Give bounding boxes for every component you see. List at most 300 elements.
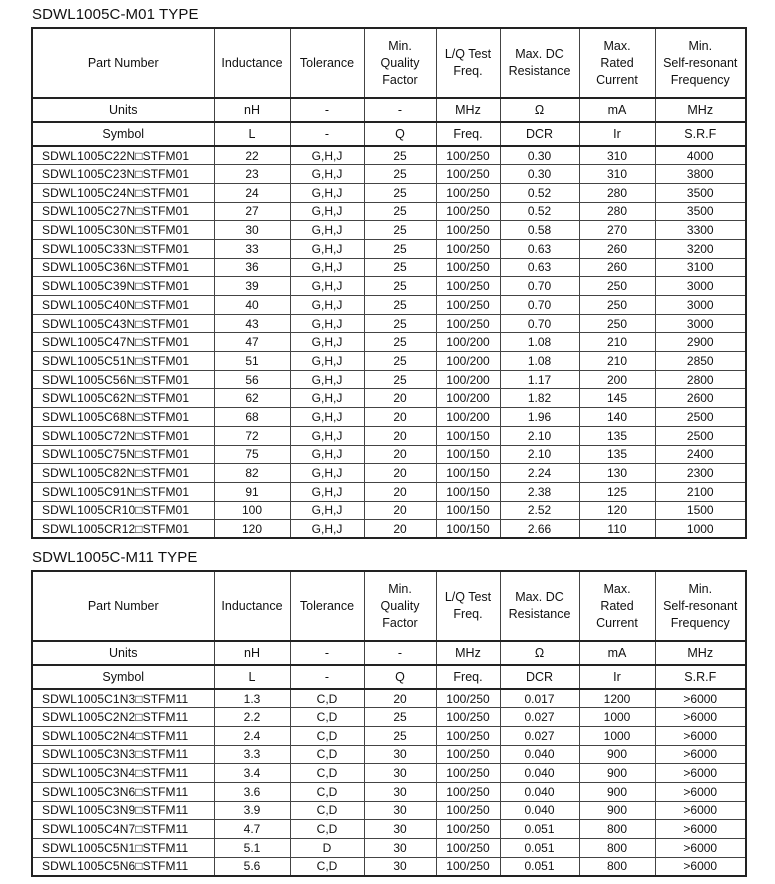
table-row [32,745,746,764]
inductance-cell: 3.6 [214,782,290,801]
inductance-cell: 36 [214,258,290,277]
dcr-cell: 0.63 [500,239,579,258]
tolerance-cell: C,D [290,708,364,727]
header-tolerance: Tolerance [290,28,364,98]
inductance-cell: 120 [214,520,290,539]
rated-current-cell: 140 [579,408,655,427]
unit-cell: Ω [500,98,579,122]
rated-current-cell: 270 [579,221,655,240]
srf-cell: 2500 [655,426,746,445]
symbol-cell: Ir [579,665,655,689]
dcr-cell: 2.10 [500,445,579,464]
part-number-cell: SDWL1005C82N□STFM01 [32,464,214,483]
part-number-cell: SDWL1005C51N□STFM01 [32,352,214,371]
header-self-resonant-freq: Min. Self-resonant Frequency [655,571,746,641]
test-freq-cell: 100/250 [436,258,500,277]
srf-cell: 3000 [655,314,746,333]
test-freq-cell: 100/250 [436,782,500,801]
tolerance-cell: G,H,J [290,146,364,165]
table-row [32,520,746,539]
quality-factor-cell: 20 [364,501,436,520]
tolerance-cell: G,H,J [290,183,364,202]
srf-cell: 1500 [655,501,746,520]
symbol-cell: DCR [500,122,579,146]
table-row [32,146,746,165]
symbol-cell: L [214,665,290,689]
header-row [32,571,746,641]
tolerance-cell: G,H,J [290,464,364,483]
table-row [32,333,746,352]
unit-cell: Ω [500,641,579,665]
part-number-cell: SDWL1005CR10□STFM01 [32,501,214,520]
inductance-cell: 5.6 [214,857,290,876]
quality-factor-cell: 25 [364,239,436,258]
inductance-cell: 62 [214,389,290,408]
quality-factor-cell: 20 [364,464,436,483]
rated-current-cell: 1000 [579,726,655,745]
symbol-cell: Ir [579,122,655,146]
dcr-cell: 0.30 [500,146,579,165]
tolerance-cell: D [290,839,364,858]
inductance-cell: 5.1 [214,839,290,858]
table-row [32,352,746,371]
test-freq-cell: 100/250 [436,801,500,820]
table-row [32,464,746,483]
units-label: Units [32,641,214,665]
dcr-cell: 2.38 [500,482,579,501]
table-row [32,820,746,839]
dcr-cell: 0.30 [500,165,579,184]
inductance-cell: 47 [214,333,290,352]
table-row [32,258,746,277]
spec-table-m01 [31,27,747,539]
symbol-cell: S.R.F [655,665,746,689]
part-number-cell: SDWL1005C2N4□STFM11 [32,726,214,745]
test-freq-cell: 100/150 [436,426,500,445]
srf-cell: 2400 [655,445,746,464]
srf-cell: 1000 [655,520,746,539]
dcr-cell: 0.051 [500,857,579,876]
test-freq-cell: 100/250 [436,239,500,258]
table-row [32,426,746,445]
rated-current-cell: 110 [579,520,655,539]
inductance-cell: 3.9 [214,801,290,820]
test-freq-cell: 100/250 [436,689,500,708]
inductance-cell: 23 [214,165,290,184]
srf-cell: >6000 [655,726,746,745]
dcr-cell: 0.58 [500,221,579,240]
quality-factor-cell: 25 [364,296,436,315]
srf-cell: >6000 [655,839,746,858]
srf-cell: 2500 [655,408,746,427]
rated-current-cell: 900 [579,764,655,783]
part-number-cell: SDWL1005C36N□STFM01 [32,258,214,277]
dcr-cell: 1.17 [500,370,579,389]
part-number-cell: SDWL1005CR12□STFM01 [32,520,214,539]
inductance-cell: 100 [214,501,290,520]
dcr-cell: 0.040 [500,801,579,820]
part-number-cell: SDWL1005C27N□STFM01 [32,202,214,221]
part-number-cell: SDWL1005C3N9□STFM11 [32,801,214,820]
tolerance-cell: C,D [290,820,364,839]
quality-factor-cell: 25 [364,352,436,371]
table-row [32,221,746,240]
symbol-cell: Q [364,665,436,689]
dcr-cell: 1.96 [500,408,579,427]
part-number-cell: SDWL1005C2N2□STFM11 [32,708,214,727]
rated-current-cell: 800 [579,857,655,876]
table-row [32,239,746,258]
inductance-cell: 82 [214,464,290,483]
rated-current-cell: 310 [579,165,655,184]
srf-cell: >6000 [655,689,746,708]
unit-cell: - [364,98,436,122]
table-row [32,389,746,408]
rated-current-cell: 280 [579,202,655,221]
srf-cell: 2850 [655,352,746,371]
inductance-cell: 30 [214,221,290,240]
srf-cell: 2100 [655,482,746,501]
unit-cell: - [290,98,364,122]
rated-current-cell: 260 [579,239,655,258]
unit-cell: mA [579,98,655,122]
tolerance-cell: G,H,J [290,352,364,371]
unit-cell: - [364,641,436,665]
rated-current-cell: 250 [579,296,655,315]
srf-cell: 3300 [655,221,746,240]
table-row [32,839,746,858]
quality-factor-cell: 25 [364,333,436,352]
tolerance-cell: G,H,J [290,482,364,501]
quality-factor-cell: 25 [364,146,436,165]
test-freq-cell: 100/200 [436,333,500,352]
rated-current-cell: 900 [579,745,655,764]
table-title-m01: SDWL1005C-M01 TYPE [32,6,199,23]
test-freq-cell: 100/200 [436,389,500,408]
quality-factor-cell: 30 [364,857,436,876]
header-inductance: Inductance [214,571,290,641]
unit-cell: nH [214,98,290,122]
rated-current-cell: 800 [579,839,655,858]
inductance-cell: 2.4 [214,726,290,745]
units-row [32,98,746,122]
inductance-cell: 33 [214,239,290,258]
test-freq-cell: 100/250 [436,183,500,202]
header-inductance: Inductance [214,28,290,98]
tolerance-cell: G,H,J [290,426,364,445]
tolerance-cell: G,H,J [290,202,364,221]
srf-cell: >6000 [655,764,746,783]
dcr-cell: 0.040 [500,764,579,783]
inductance-cell: 27 [214,202,290,221]
symbol-cell: Freq. [436,122,500,146]
srf-cell: 3000 [655,277,746,296]
test-freq-cell: 100/150 [436,520,500,539]
quality-factor-cell: 30 [364,764,436,783]
quality-factor-cell: 25 [364,726,436,745]
test-freq-cell: 100/250 [436,708,500,727]
dcr-cell: 0.70 [500,314,579,333]
quality-factor-cell: 25 [364,183,436,202]
rated-current-cell: 125 [579,482,655,501]
table-row [32,314,746,333]
tolerance-cell: G,H,J [290,408,364,427]
table-row [32,408,746,427]
quality-factor-cell: 30 [364,745,436,764]
header-quality-factor: Min. Quality Factor [364,28,436,98]
rated-current-cell: 130 [579,464,655,483]
unit-cell: nH [214,641,290,665]
units-row [32,641,746,665]
part-number-cell: SDWL1005C33N□STFM01 [32,239,214,258]
header-self-resonant-freq: Min. Self-resonant Frequency [655,28,746,98]
table-row [32,183,746,202]
srf-cell: >6000 [655,820,746,839]
test-freq-cell: 100/250 [436,221,500,240]
dcr-cell: 0.040 [500,745,579,764]
tolerance-cell: G,H,J [290,239,364,258]
inductance-cell: 56 [214,370,290,389]
test-freq-cell: 100/150 [436,445,500,464]
part-number-cell: SDWL1005C43N□STFM01 [32,314,214,333]
part-number-cell: SDWL1005C3N6□STFM11 [32,782,214,801]
inductance-cell: 91 [214,482,290,501]
header-part-number: Part Number [32,571,214,641]
rated-current-cell: 1200 [579,689,655,708]
test-freq-cell: 100/150 [436,501,500,520]
dcr-cell: 2.52 [500,501,579,520]
part-number-cell: SDWL1005C91N□STFM01 [32,482,214,501]
dcr-cell: 0.70 [500,296,579,315]
dcr-cell: 0.051 [500,839,579,858]
tolerance-cell: G,H,J [290,370,364,389]
inductance-cell: 3.3 [214,745,290,764]
rated-current-cell: 145 [579,389,655,408]
part-number-cell: SDWL1005C56N□STFM01 [32,370,214,389]
test-freq-cell: 100/250 [436,745,500,764]
rated-current-cell: 250 [579,277,655,296]
test-freq-cell: 100/250 [436,820,500,839]
units-label: Units [32,98,214,122]
symbol-cell: Q [364,122,436,146]
unit-cell: MHz [655,641,746,665]
srf-cell: >6000 [655,708,746,727]
symbol-label: Symbol [32,665,214,689]
rated-current-cell: 210 [579,352,655,371]
part-number-cell: SDWL1005C75N□STFM01 [32,445,214,464]
inductance-cell: 68 [214,408,290,427]
test-freq-cell: 100/150 [436,482,500,501]
header-tolerance: Tolerance [290,571,364,641]
part-number-cell: SDWL1005C72N□STFM01 [32,426,214,445]
quality-factor-cell: 25 [364,165,436,184]
part-number-cell: SDWL1005C47N□STFM01 [32,333,214,352]
quality-factor-cell: 30 [364,839,436,858]
rated-current-cell: 260 [579,258,655,277]
dcr-cell: 1.08 [500,352,579,371]
table-row [32,202,746,221]
dcr-cell: 2.10 [500,426,579,445]
tolerance-cell: G,H,J [290,314,364,333]
header-dc-resistance: Max. DC Resistance [500,571,579,641]
test-freq-cell: 100/250 [436,277,500,296]
test-freq-cell: 100/250 [436,202,500,221]
dcr-cell: 1.82 [500,389,579,408]
srf-cell: >6000 [655,782,746,801]
quality-factor-cell: 20 [364,520,436,539]
srf-cell: 2900 [655,333,746,352]
part-number-cell: SDWL1005C62N□STFM01 [32,389,214,408]
test-freq-cell: 100/250 [436,165,500,184]
dcr-cell: 0.63 [500,258,579,277]
inductance-cell: 24 [214,183,290,202]
srf-cell: >6000 [655,801,746,820]
inductance-cell: 22 [214,146,290,165]
header-rated-current: Max. Rated Current [579,571,655,641]
table-row [32,708,746,727]
part-number-cell: SDWL1005C3N4□STFM11 [32,764,214,783]
inductance-cell: 4.7 [214,820,290,839]
inductance-cell: 72 [214,426,290,445]
inductance-cell: 51 [214,352,290,371]
dcr-cell: 0.051 [500,820,579,839]
symbol-cell: S.R.F [655,122,746,146]
rated-current-cell: 250 [579,314,655,333]
symbol-row [32,122,746,146]
tolerance-cell: C,D [290,801,364,820]
tolerance-cell: G,H,J [290,258,364,277]
header-quality-factor: Min. Quality Factor [364,571,436,641]
part-number-cell: SDWL1005C30N□STFM01 [32,221,214,240]
header-part-number: Part Number [32,28,214,98]
part-number-cell: SDWL1005C40N□STFM01 [32,296,214,315]
rated-current-cell: 1000 [579,708,655,727]
tolerance-cell: C,D [290,726,364,745]
table-title-m11: SDWL1005C-M11 TYPE [32,549,198,566]
rated-current-cell: 120 [579,501,655,520]
rated-current-cell: 200 [579,370,655,389]
srf-cell: >6000 [655,745,746,764]
table-row [32,689,746,708]
header-test-freq: L/Q Test Freq. [436,28,500,98]
unit-cell: mA [579,641,655,665]
spec-table-m11 [31,570,747,877]
rated-current-cell: 800 [579,820,655,839]
rated-current-cell: 900 [579,782,655,801]
dcr-cell: 0.52 [500,183,579,202]
table-row [32,782,746,801]
dcr-cell: 2.66 [500,520,579,539]
test-freq-cell: 100/250 [436,726,500,745]
inductance-cell: 75 [214,445,290,464]
quality-factor-cell: 20 [364,482,436,501]
dcr-cell: 0.70 [500,277,579,296]
tolerance-cell: G,H,J [290,165,364,184]
rated-current-cell: 280 [579,183,655,202]
part-number-cell: SDWL1005C23N□STFM01 [32,165,214,184]
quality-factor-cell: 25 [364,258,436,277]
table-row [32,857,746,876]
dcr-cell: 2.24 [500,464,579,483]
header-rated-current: Max. Rated Current [579,28,655,98]
table-row [32,801,746,820]
test-freq-cell: 100/200 [436,408,500,427]
inductance-cell: 40 [214,296,290,315]
tolerance-cell: G,H,J [290,221,364,240]
quality-factor-cell: 30 [364,801,436,820]
header-row [32,28,746,98]
symbol-cell: L [214,122,290,146]
rated-current-cell: 900 [579,801,655,820]
tolerance-cell: G,H,J [290,296,364,315]
inductance-cell: 43 [214,314,290,333]
symbol-row [32,665,746,689]
tolerance-cell: C,D [290,764,364,783]
part-number-cell: SDWL1005C39N□STFM01 [32,277,214,296]
quality-factor-cell: 25 [364,221,436,240]
dcr-cell: 0.040 [500,782,579,801]
part-number-cell: SDWL1005C4N7□STFM11 [32,820,214,839]
quality-factor-cell: 30 [364,782,436,801]
srf-cell: 3800 [655,165,746,184]
part-number-cell: SDWL1005C24N□STFM01 [32,183,214,202]
table-row [32,482,746,501]
quality-factor-cell: 25 [364,370,436,389]
srf-cell: 2300 [655,464,746,483]
tolerance-cell: G,H,J [290,333,364,352]
header-dc-resistance: Max. DC Resistance [500,28,579,98]
tolerance-cell: C,D [290,745,364,764]
rated-current-cell: 135 [579,445,655,464]
tolerance-cell: C,D [290,857,364,876]
srf-cell: 2800 [655,370,746,389]
table-row [32,296,746,315]
unit-cell: MHz [436,641,500,665]
quality-factor-cell: 25 [364,708,436,727]
test-freq-cell: 100/250 [436,857,500,876]
part-number-cell: SDWL1005C5N6□STFM11 [32,857,214,876]
dcr-cell: 0.017 [500,689,579,708]
rated-current-cell: 210 [579,333,655,352]
srf-cell: 2600 [655,389,746,408]
test-freq-cell: 100/250 [436,839,500,858]
tolerance-cell: C,D [290,782,364,801]
tolerance-cell: G,H,J [290,520,364,539]
test-freq-cell: 100/200 [436,352,500,371]
tolerance-cell: G,H,J [290,501,364,520]
test-freq-cell: 100/200 [436,370,500,389]
dcr-cell: 0.027 [500,708,579,727]
quality-factor-cell: 30 [364,820,436,839]
quality-factor-cell: 20 [364,408,436,427]
table-row [32,726,746,745]
tolerance-cell: C,D [290,689,364,708]
symbol-label: Symbol [32,122,214,146]
unit-cell: MHz [436,98,500,122]
inductance-cell: 1.3 [214,689,290,708]
quality-factor-cell: 25 [364,277,436,296]
part-number-cell: SDWL1005C22N□STFM01 [32,146,214,165]
dcr-cell: 1.08 [500,333,579,352]
dcr-cell: 0.027 [500,726,579,745]
srf-cell: >6000 [655,857,746,876]
dcr-cell: 0.52 [500,202,579,221]
tolerance-cell: G,H,J [290,389,364,408]
inductance-cell: 39 [214,277,290,296]
quality-factor-cell: 20 [364,426,436,445]
srf-cell: 3500 [655,202,746,221]
test-freq-cell: 100/250 [436,296,500,315]
